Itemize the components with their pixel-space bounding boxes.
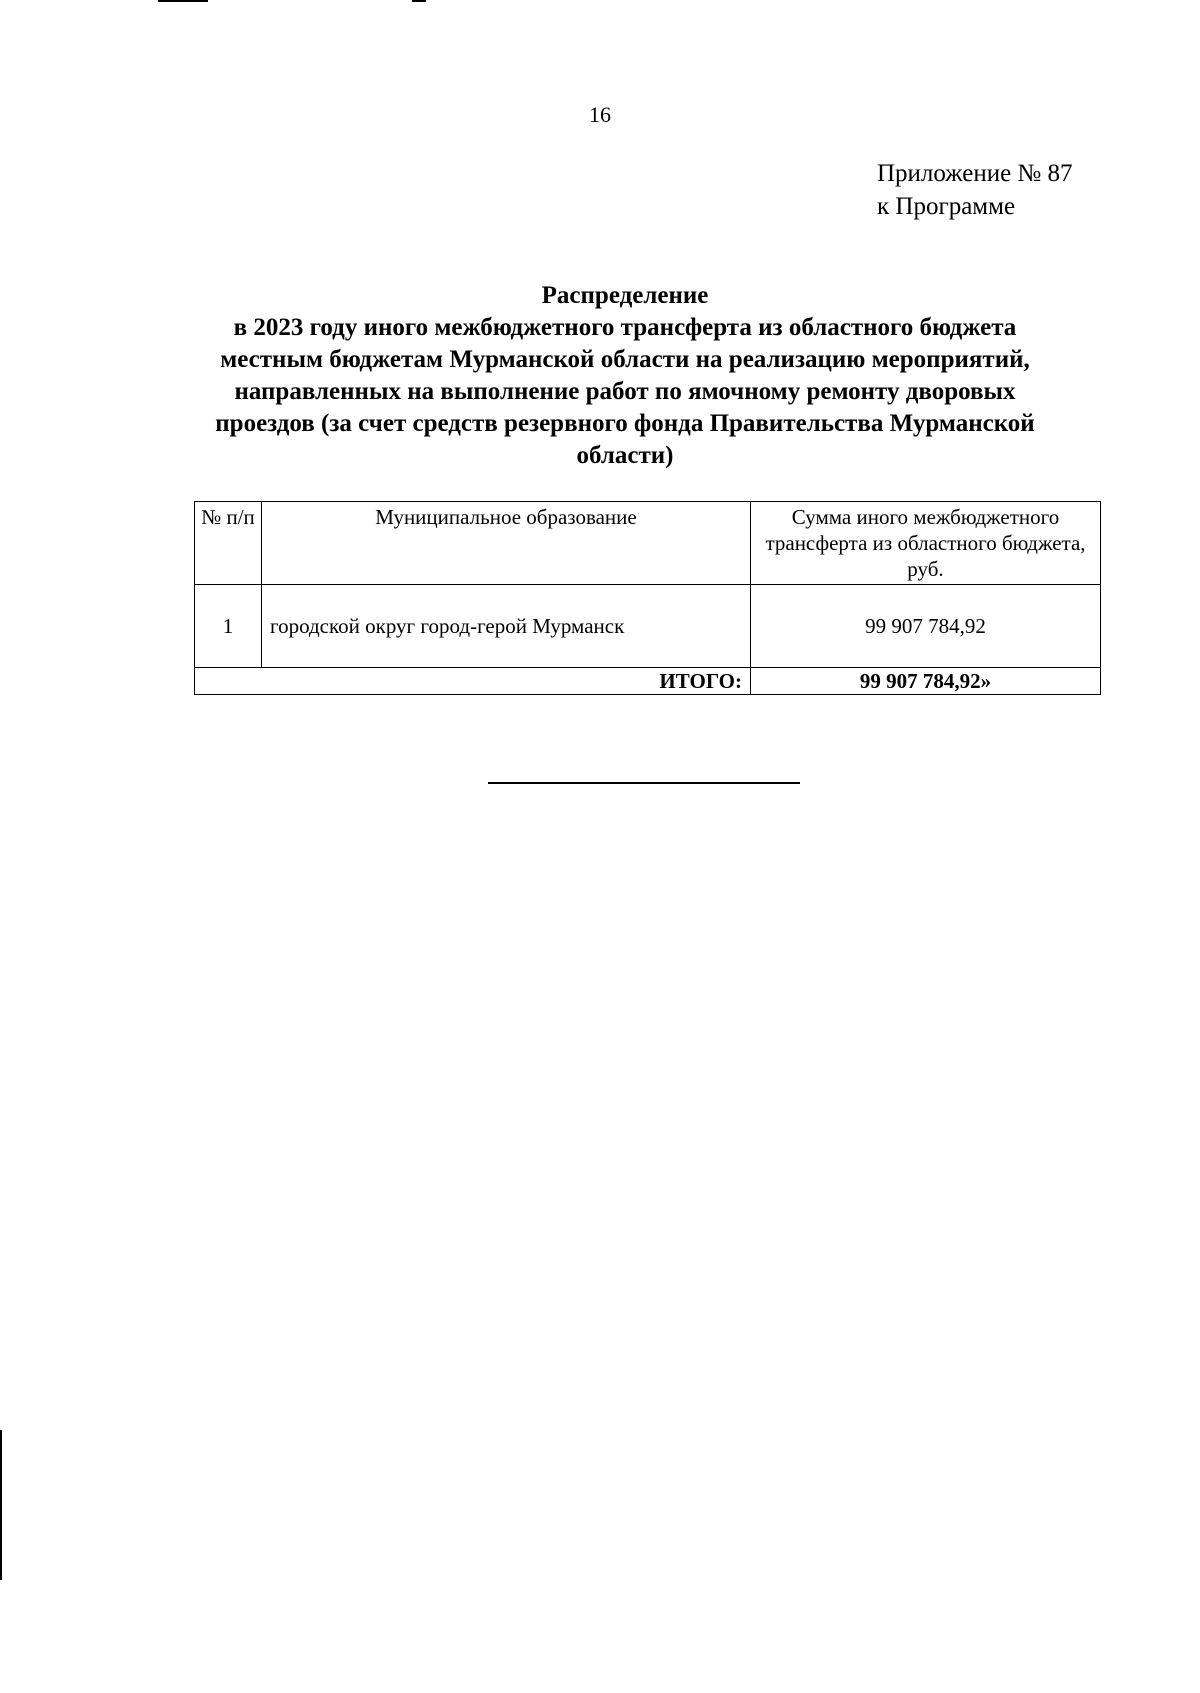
scan-artifact <box>158 0 208 2</box>
title-line: направленных на выполнение работ по ямочному ремонту дворовых <box>234 378 1016 405</box>
scan-artifact <box>412 0 426 2</box>
title-line: области) <box>576 442 674 469</box>
appendix-line: к Программе <box>877 193 1016 220</box>
end-separator-line <box>488 782 800 784</box>
title-line: в 2023 году иного межбюджетного трансферта из областного бюджета <box>233 314 1017 341</box>
row-municipality: городской округ город-герой Мурманск <box>262 585 751 668</box>
document-title <box>170 280 1080 472</box>
total-amount: 99 907 784,92» <box>751 668 1101 695</box>
scan-artifact <box>0 1430 2 1580</box>
total-label: ИТОГО: <box>195 668 751 695</box>
table-row <box>195 585 1101 668</box>
distribution-table <box>194 501 1101 695</box>
appendix-reference <box>877 157 1073 223</box>
title-line: Распределение <box>541 282 709 309</box>
header-number: № п/п <box>195 502 262 585</box>
table-total-row <box>195 668 1101 695</box>
appendix-line: Приложение № 87 <box>877 160 1073 187</box>
header-amount: Сумма иного межбюджетного трансферта из областного бюджета, руб. <box>751 502 1101 585</box>
title-line: местным бюджетам Мурманской области на реализацию мероприятий, <box>220 346 1030 373</box>
page-number: 16 <box>589 102 611 127</box>
row-number: 1 <box>195 585 262 668</box>
table-header-row <box>195 502 1101 585</box>
header-municipality: Муниципальное образование <box>262 502 751 585</box>
title-line: проездов (за счет средств резервного фонда Правительства Мурманской <box>215 410 1035 437</box>
row-amount: 99 907 784,92 <box>751 585 1101 668</box>
